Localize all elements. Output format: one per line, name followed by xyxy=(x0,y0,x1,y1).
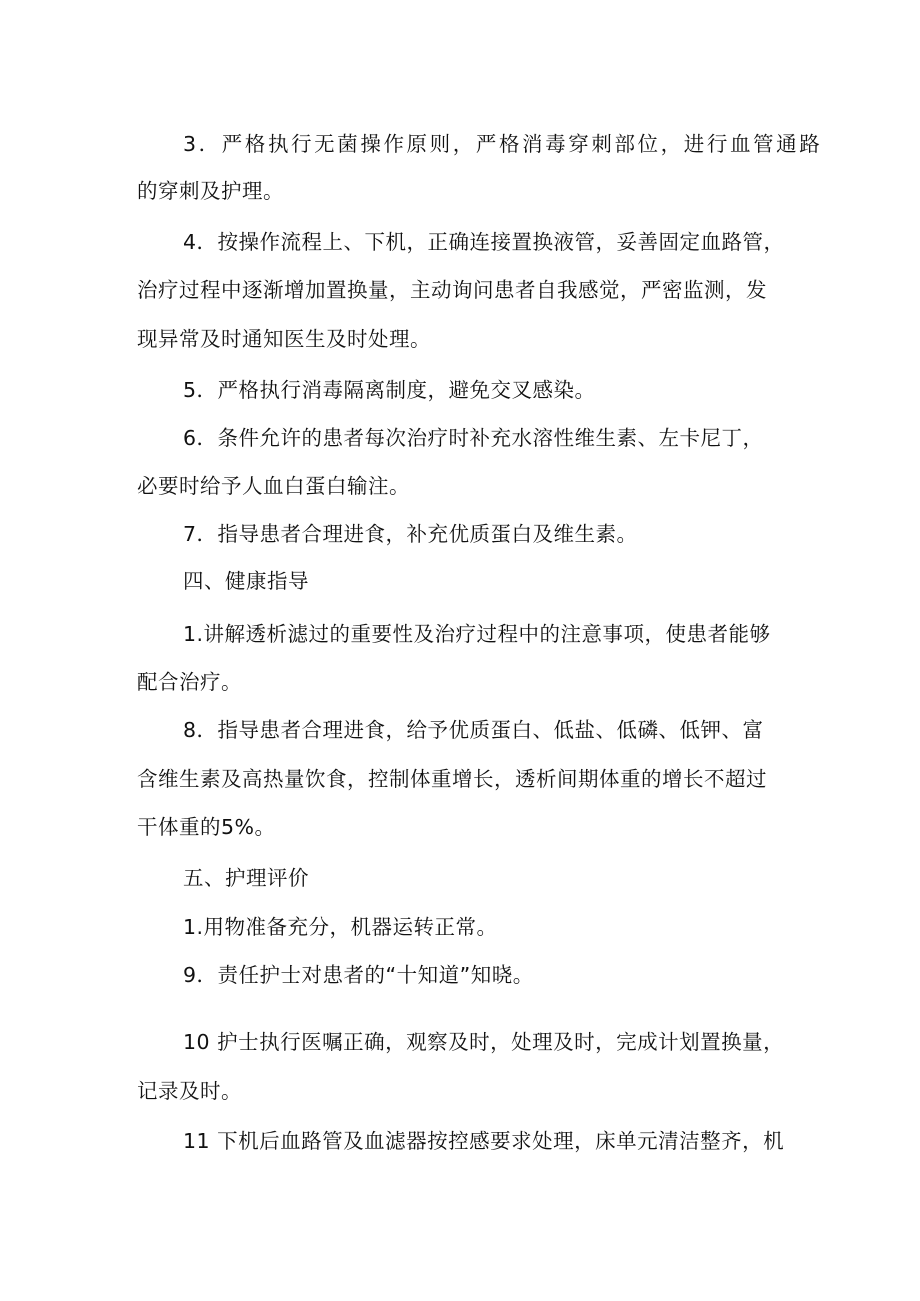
text-line: 含维生素及高热量饮食，控制体重增长，透析间期体重的增长不超过 xyxy=(137,767,767,791)
text-line: 必要时给予人血白蛋白输注。 xyxy=(137,474,410,498)
text-line: 10 护士执行医嘱正确，观察及时，处理及时，完成计划置换量， xyxy=(183,1030,785,1054)
text-line: 5．严格执行消毒隔离制度，避免交叉感染。 xyxy=(183,378,596,402)
section-heading: 四、健康指导 xyxy=(183,569,309,593)
text-line: 的穿刺及护理。 xyxy=(137,179,284,203)
text-line: 治疗过程中逐渐增加置换量，主动询问患者自我感觉，严密监测，发 xyxy=(137,278,767,302)
text-line: 3．严格执行无菌操作原则，严格消毒穿刺部位，进行血管通路 xyxy=(183,132,823,156)
text-line: 现异常及时通知医生及时处理。 xyxy=(137,327,431,351)
text-line: 配合治疗。 xyxy=(137,670,242,694)
section-heading: 五、护理评价 xyxy=(183,866,309,890)
text-line: 6．条件允许的患者每次治疗时补充水溶性维生素、左卡尼丁， xyxy=(183,426,764,450)
text-line: 8．指导患者合理进食，给予优质蛋白、低盐、低磷、低钾、富 xyxy=(183,718,764,742)
text-line: 4．按操作流程上、下机，正确连接置换液管，妥善固定血路管， xyxy=(183,230,785,254)
text-line: 记录及时。 xyxy=(137,1079,242,1103)
text-line: 1.用物准备充分，机器运转正常。 xyxy=(183,915,498,939)
text-line: 11 下机后血路管及血滤器按控感要求处理，床单元清洁整齐，机 xyxy=(183,1129,785,1153)
text-line: 干体重的5%。 xyxy=(137,815,276,839)
text-line: 9．责任护士对患者的“十知道”知晓。 xyxy=(183,963,534,987)
text-line: 7．指导患者合理进食，补充优质蛋白及维生素。 xyxy=(183,522,638,546)
text-line: 1.讲解透析滤过的重要性及治疗过程中的注意事项，使患者能够 xyxy=(183,622,771,646)
